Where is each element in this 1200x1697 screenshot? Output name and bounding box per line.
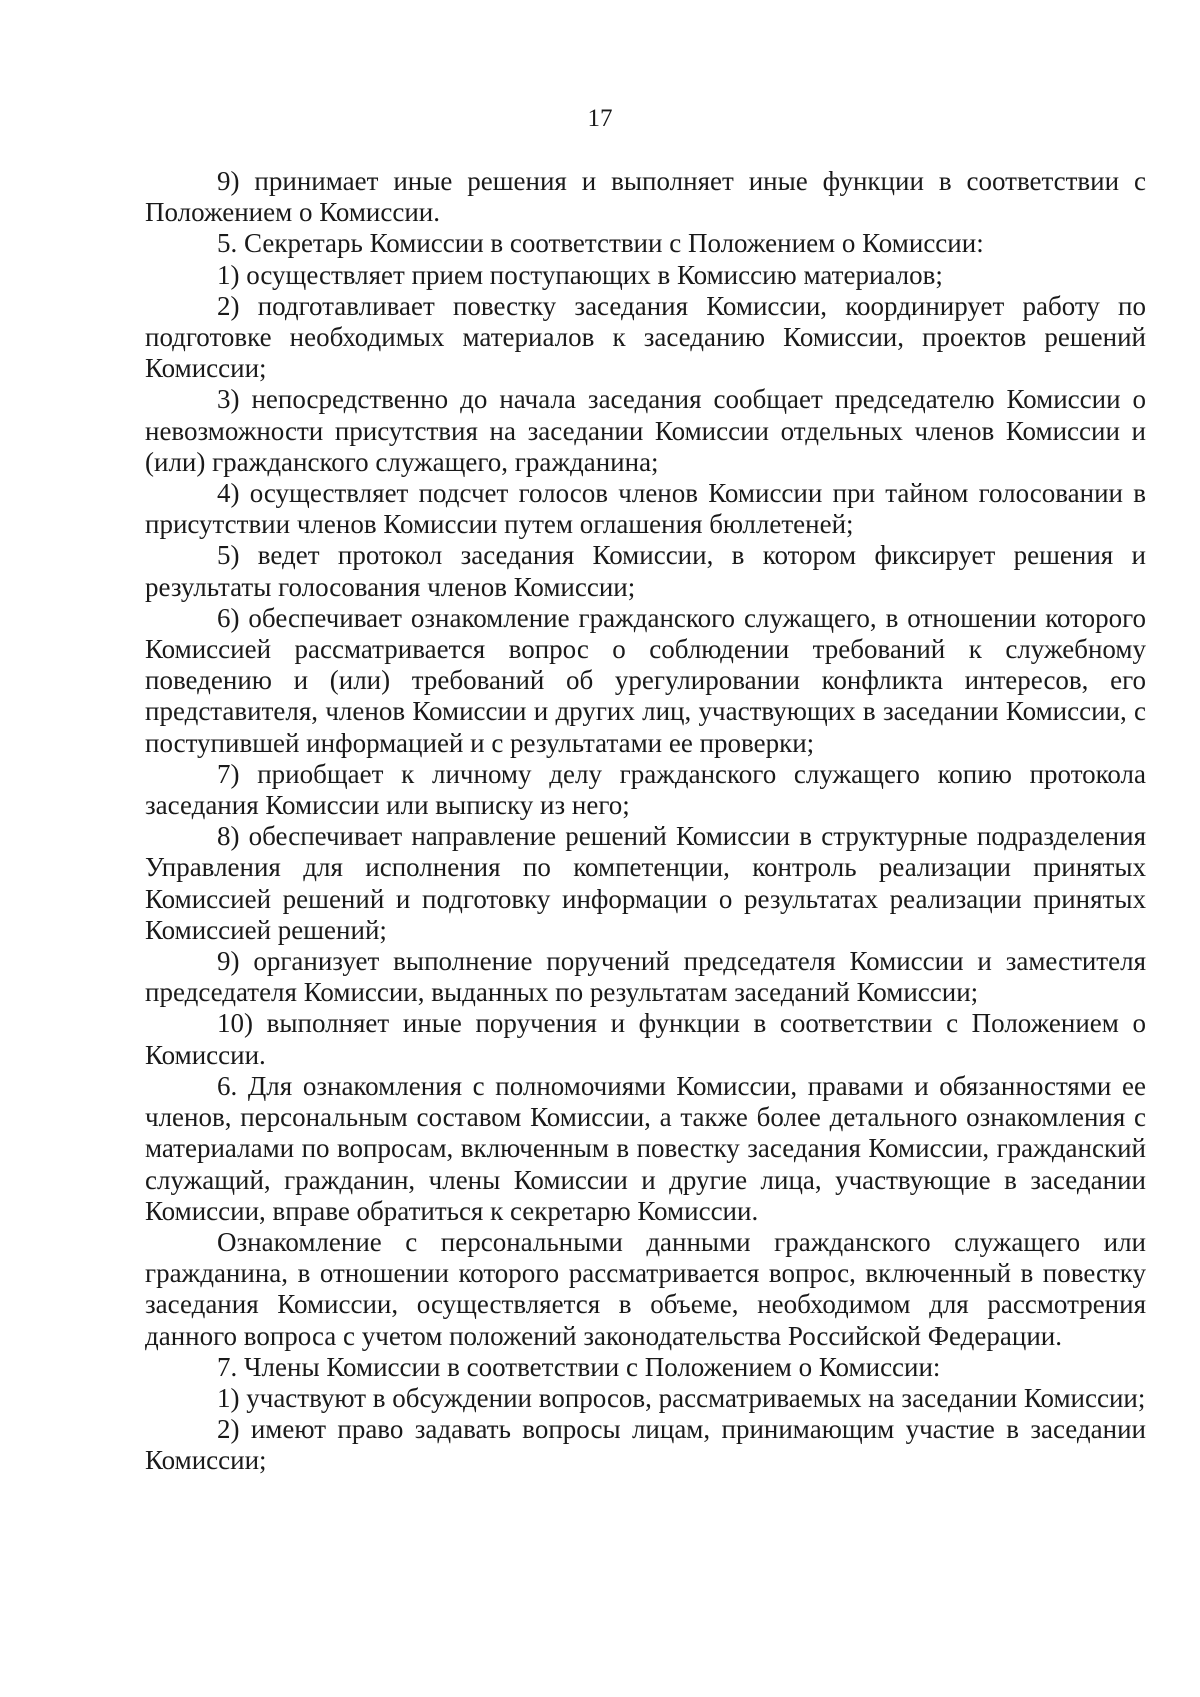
- paragraph: 10) выполняет иные поручения и функции в соответствии с Положением о Комиссии.: [145, 1008, 1146, 1070]
- paragraph: 4) осуществляет подсчет голосов членов Комиссии при тайном голосовании в присутствии членов Комиссии путем оглашения бюллетеней;: [145, 478, 1146, 540]
- paragraph: 1) осуществляет прием поступающих в Комиссию материалов;: [217, 259, 943, 290]
- paragraph: Ознакомление с персональными данными гражданского служащего или гражданина, в отношении которого рассматривается вопрос, включенный в повестку заседания Комиссии, осуществляется в объеме, необходимом для рассмотрения данного вопроса с учетом положений законодательства Российской Федерации.: [145, 1226, 1146, 1351]
- paragraph: 9) организует выполнение поручений председателя Комиссии и заместителя председателя Комиссии, выданных по результатам заседаний Комиссии;: [145, 946, 1146, 1008]
- page-number: 17: [587, 105, 613, 132]
- paragraph: 5) ведет протокол заседания Комиссии, в котором фиксирует решения и результаты голосования членов Комиссии;: [145, 540, 1146, 602]
- paragraph: 5. Секретарь Комиссии в соответствии с Положением о Комиссии:: [217, 228, 984, 259]
- paragraph: 6) обеспечивает ознакомление гражданского служащего, в отношении которого Комиссией рассматривается вопрос о соблюдении требований к служебному поведению и (или) требований об урегулировании конфликта интересов, его представителя, членов Комиссии и других лиц, участвующих в заседании Комиссии, с поступившей информацией и с результатами ее проверки;: [145, 602, 1146, 758]
- paragraph: 6. Для ознакомления с полномочиями Комиссии, правами и обязанностями ее членов, персональным составом Комиссии, а также более детального ознакомления с материалами по вопросам, включенным в повестку заседания Комиссии, гражданский служащий, гражданин, члены Комиссии и другие лица, участвующие в заседании Комиссии, вправе обратиться к секретарю Комиссии.: [145, 1070, 1146, 1226]
- paragraph: 1) участвуют в обсуждении вопросов, рассматриваемых на заседании Комиссии;: [217, 1382, 1146, 1413]
- paragraph: 7) приобщает к личному делу гражданского служащего копию протокола заседания Комиссии или выписку из него;: [145, 758, 1146, 821]
- paragraph: 9) принимает иные решения и выполняет иные функции в соответствии с Положением о Комиссии.: [145, 166, 1146, 228]
- paragraph: 3) непосредственно до начала заседания сообщает председателю Комиссии о невозможности присутствия на заседании Комиссии отдельных членов Комиссии и (или) гражданского служащего, гражданина;: [145, 384, 1146, 477]
- paragraph: 7. Члены Комиссии в соответствии с Положением о Комиссии:: [217, 1351, 941, 1382]
- paragraph: 8) обеспечивает направление решений Комиссии в структурные подразделения Управления для исполнения по компетенции, контроль реализации принятых Комиссией решений и подготовку информации о результатах реализации принятых Комиссией решений;: [145, 821, 1146, 945]
- document-body: [145, 166, 1146, 1477]
- paragraph: 2) имеют право задавать вопросы лицам, принимающим участие в заседании Комиссии;: [145, 1414, 1146, 1476]
- paragraph: 2) подготавливает повестку заседания Комиссии, координирует работу по подготовке необходимых материалов к заседанию Комиссии, проектов решений Комиссии;: [145, 290, 1146, 384]
